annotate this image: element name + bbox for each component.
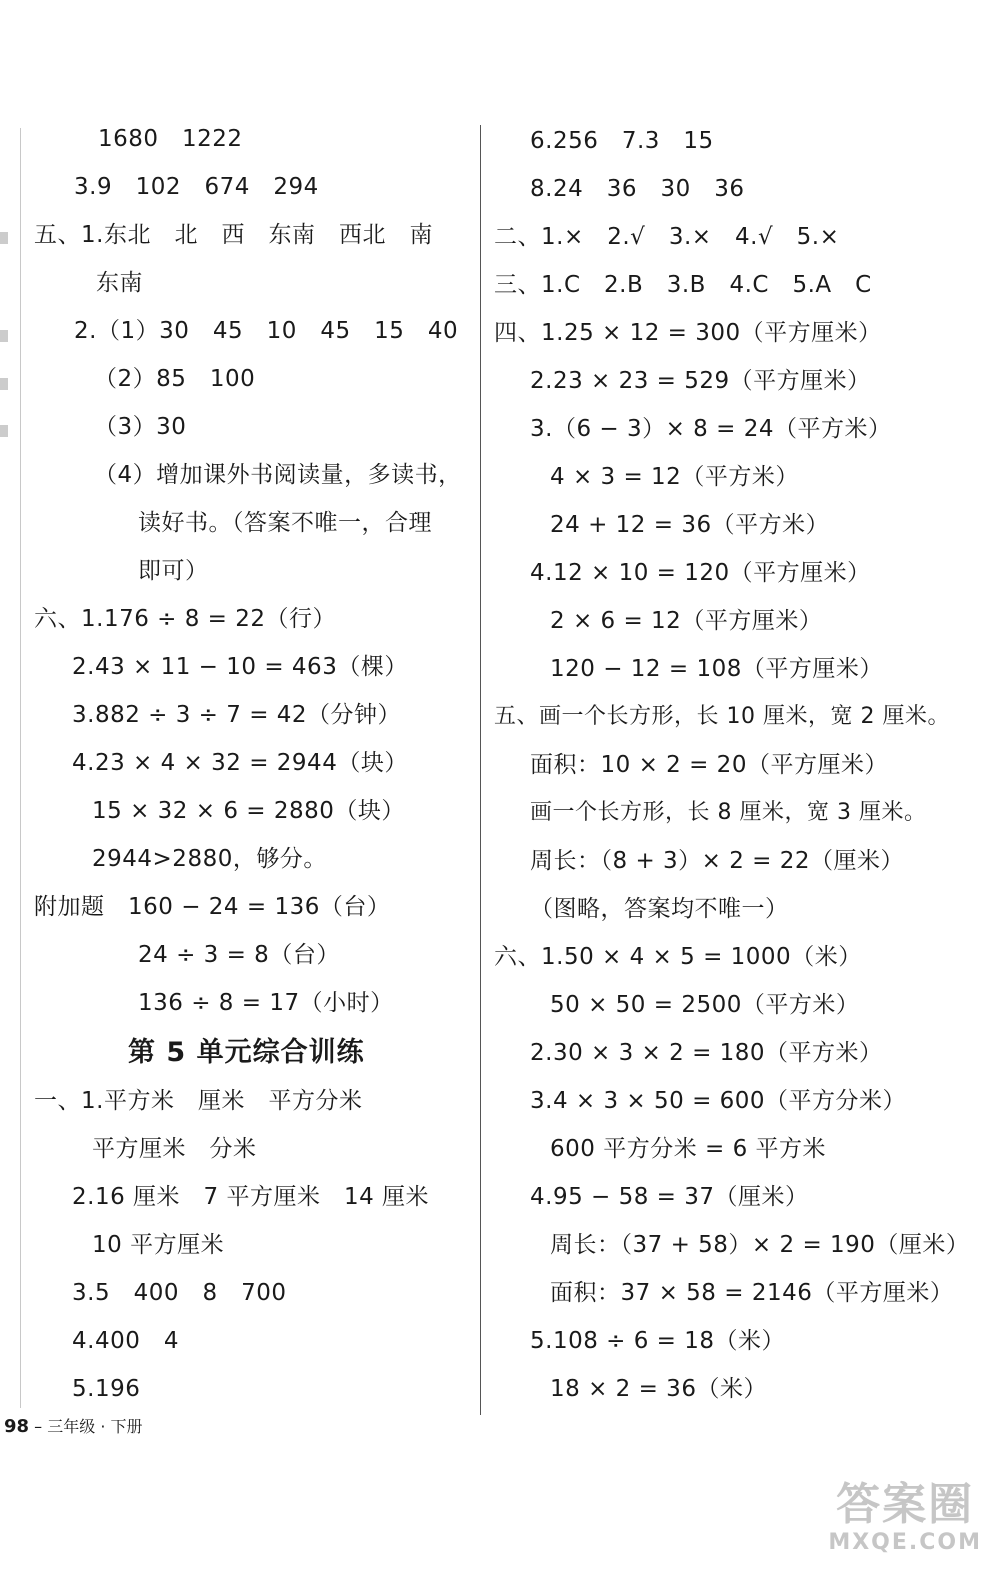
answer-line: 2.30 × 3 × 2 = 180（平方米） <box>530 1040 883 1066</box>
answer-line: 10 平方厘米 <box>92 1232 225 1258</box>
column-divider <box>480 125 481 1415</box>
answer-line: 五、画一个长方形，长 10 厘米，宽 2 厘米。 <box>494 704 950 729</box>
answer-line: 2.（1）30 45 10 45 15 40 <box>74 318 459 344</box>
answer-line: 3.4 × 3 × 50 = 600（平方分米） <box>530 1088 907 1114</box>
answer-line: 3.5 400 8 700 <box>72 1280 287 1306</box>
left-margin-rule <box>20 128 21 1408</box>
answer-line: 4.95 − 58 = 37（厘米） <box>530 1184 809 1210</box>
answer-line: 三、1.C 2.B 3.B 4.C 5.A C <box>494 272 872 298</box>
footer-dash: – <box>34 1417 43 1436</box>
answer-line: 3.（6 − 3）× 8 = 24（平方米） <box>530 416 892 442</box>
watermark-logo: 答案圈 <box>836 1479 975 1530</box>
answer-line: 6.256 7.3 15 <box>530 128 714 154</box>
answer-line: 4.12 × 10 = 120（平方厘米） <box>530 560 871 586</box>
answer-line: （4）增加课外书阅读量，多读书， <box>94 462 462 488</box>
grade-label: 三年级 · 下册 <box>47 1417 143 1436</box>
edge-mark <box>0 378 8 390</box>
answer-line: 2944>2880，够分。 <box>92 846 327 872</box>
answer-line: 50 × 50 = 2500（平方米） <box>550 992 860 1018</box>
edge-mark <box>0 232 8 244</box>
answer-line: 画一个长方形，长 8 厘米，宽 3 厘米。 <box>530 800 927 825</box>
answer-line: 3.882 ÷ 3 ÷ 7 = 42（分钟） <box>72 702 402 728</box>
answer-line: 15 × 32 × 6 = 2880（块） <box>92 798 405 824</box>
answer-line: 120 − 12 = 108（平方厘米） <box>550 656 883 682</box>
answer-line: 3.9 102 674 294 <box>74 174 319 200</box>
answer-line: 4.23 × 4 × 32 = 2944（块） <box>72 750 408 776</box>
answer-line: 4.400 4 <box>72 1328 179 1354</box>
answer-line: 24 ÷ 3 = 8（台） <box>138 942 340 968</box>
answer-line: 周长：（37 + 58）× 2 = 190（厘米） <box>550 1232 970 1258</box>
answer-line: 六、1.50 × 4 × 5 = 1000（米） <box>494 944 862 970</box>
page-number: 98 <box>4 1416 30 1437</box>
answer-line: 5.108 ÷ 6 = 18（米） <box>530 1328 786 1354</box>
section-title: 第 5 单元综合训练 <box>128 1037 365 1068</box>
answer-line: 平方厘米 分米 <box>92 1136 257 1162</box>
answer-line: 面积：10 × 2 = 20（平方厘米） <box>530 752 888 778</box>
answer-line: 4 × 3 = 12（平方米） <box>550 464 799 490</box>
answer-line: 周长：（8 + 3）× 2 = 22（厘米） <box>530 848 905 874</box>
answer-line: 2 × 6 = 12（平方厘米） <box>550 608 823 634</box>
watermark <box>828 1480 982 1556</box>
answer-line: 600 平方分米 = 6 平方米 <box>550 1136 827 1162</box>
answer-line: （3）30 <box>94 414 187 440</box>
answer-line: 一、1.平方米 厘米 平方分米 <box>34 1088 363 1114</box>
answer-line: 5.196 <box>72 1376 141 1402</box>
edge-mark <box>0 330 8 342</box>
answer-line: 24 + 12 = 36（平方米） <box>550 512 830 538</box>
answer-line: 面积：37 × 58 = 2146（平方厘米） <box>550 1280 954 1306</box>
answer-line: 四、1.25 × 12 = 300（平方厘米） <box>494 320 882 346</box>
answer-line: 136 ÷ 8 = 17（小时） <box>138 990 394 1016</box>
page-footer <box>4 1416 143 1438</box>
answer-line: 读好书。（答案不唯一，合理 <box>138 510 432 536</box>
answer-line: 2.23 × 23 = 529（平方厘米） <box>530 368 871 394</box>
answer-line: 二、1.× 2.√ 3.× 4.√ 5.× <box>494 224 840 250</box>
answer-line: （2）85 100 <box>94 366 256 392</box>
answer-line: （图略，答案均不唯一） <box>530 896 789 922</box>
answer-line: 18 × 2 = 36（米） <box>550 1376 767 1402</box>
answer-line: 五、1.东北 北 西 东南 西北 南 <box>34 222 433 248</box>
answer-line: 2.43 × 11 − 10 = 463（棵） <box>72 654 408 680</box>
answer-line: 附加题 160 − 24 = 136（台） <box>34 894 391 920</box>
answer-line: 六、1.176 ÷ 8 = 22（行） <box>34 606 337 632</box>
answer-line: 东南 <box>96 270 143 296</box>
answer-line: 8.24 36 30 36 <box>530 176 745 202</box>
answer-line: 2.16 厘米 7 平方厘米 14 厘米 <box>72 1184 430 1210</box>
edge-mark <box>0 425 8 437</box>
watermark-site: MXQE.COM <box>828 1530 982 1555</box>
answer-line: 即可） <box>138 558 209 584</box>
answer-line: 1680 1222 <box>98 126 243 152</box>
